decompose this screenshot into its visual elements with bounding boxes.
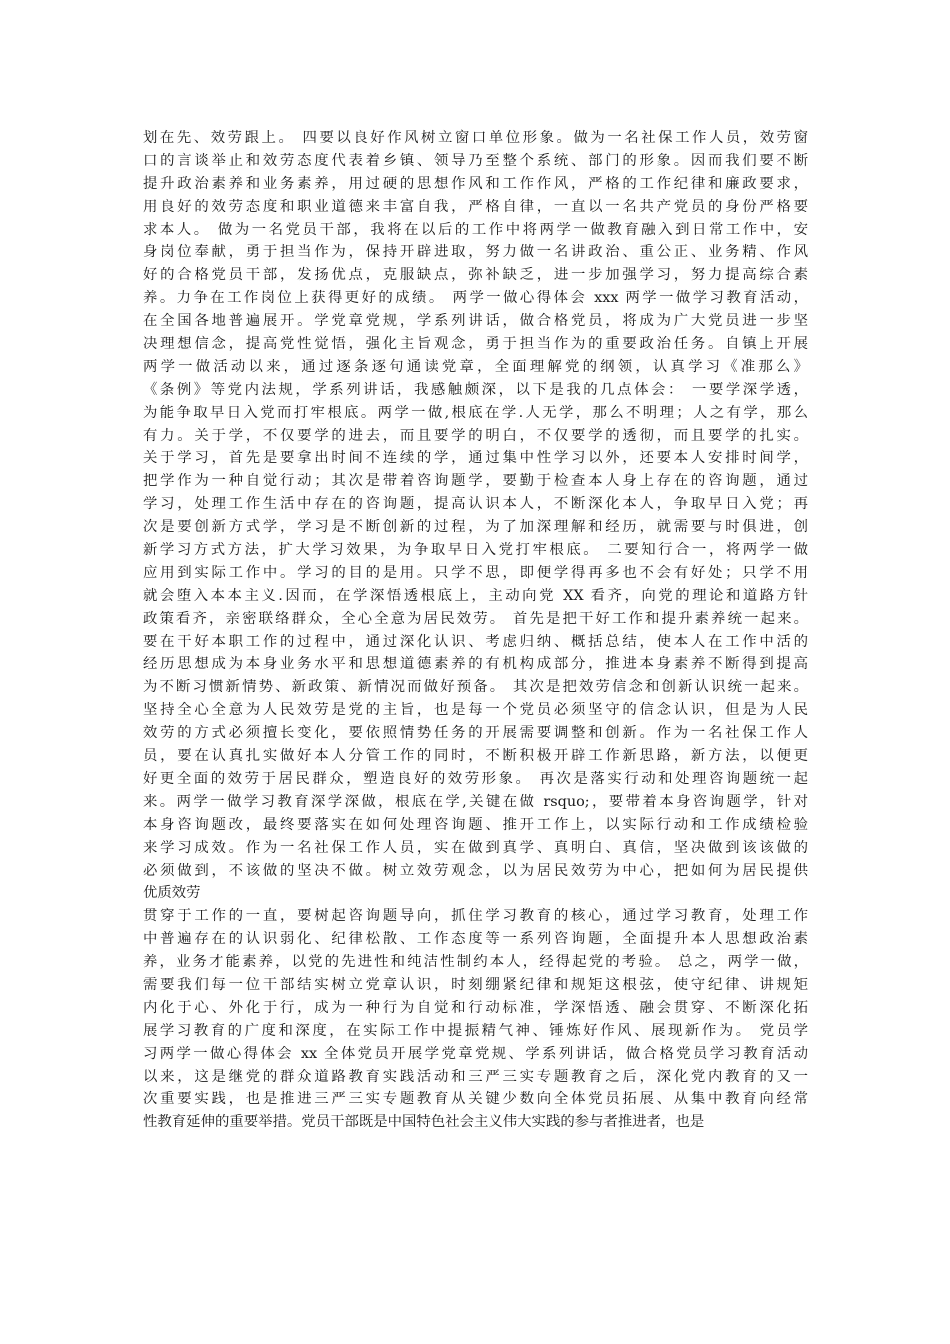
text-line: 求本人。 做为一名党员干部，我将在以后的工作中将两学一做教育融入到日常工作中，安 [143,221,808,238]
text-line: 必须做到，不该做的坚决不做。树立效劳观念，以为居民效劳为中心，把如何为居民提供 [143,862,808,879]
text-line: 关于学习，首先是要拿出时间不连续的学，通过集中性学习以外，还要本人安排时间学， [143,450,808,467]
text-line: 要在干好本职工作的过程中，通过深化认识、考虑归纳、概括总结，使本人在工作中活的 [143,633,808,650]
text-line: 员，要在认真扎实做好本人分管工作的同时，不断积极开辟工作新思路，新方法，以便更 [143,748,808,765]
text-line: 来。两学一做学习教育深学深做，根底在学,关键在做 rsquo;，要带着本身咨询题学，针对 [143,793,808,810]
text-line: 口的言谈举止和效劳态度代表着乡镇、领导乃至整个系统、部门的形象。因而我们要不断 [143,152,808,169]
text-line: 在全国各地普遍展开。学党章党规，学系列讲话，做合格党员，将成为广大党员进一步坚 [143,313,808,330]
text-line: 《条例》等党内法规，学系列讲话，我感触颇深，以下是我的几点体会： 一要学深学透， [143,381,808,398]
text-line: 两学一做活动以来，通过逐条逐句通读党章，全面理解党的纲领，认真学习《准那么》 [143,358,808,375]
text-line: 内化于心、外化于行，成为一种行为自觉和行动标准，学深悟透、融会贯穿、不断深化拓 [143,999,808,1016]
text-line: 划在先、效劳跟上。 四要以良好作风树立窗口单位形象。做为一名社保工作人员，效劳窗 [143,130,808,146]
text-line: 来学习成效。作为一名社保工作人员，实在做到真学、真明白、真信，坚决做到该该做的 [143,839,808,856]
paragraph [143,127,808,905]
text-line: 优质效劳 [143,885,201,902]
text-line: 需要我们每一位干部结实树立党章认识，时刻绷紧纪律和规矩这根弦，使守纪律、讲规矩 [143,976,808,993]
text-line: 为能争取早日入党而打牢根底。两学一做,根底在学.人无学，那么不明理；人之有学，那么 [143,404,808,421]
text-line: 用良好的效劳态度和职业道德来丰富自我，严格自律，一直以一名共产党员的身份严格要 [143,198,808,215]
text-line: 有力。关于学，不仅要学的进去，而且要学的明白，不仅要学的透彻，而且要学的扎实。 [143,427,808,444]
text-line: 坚持全心全意为人民效劳是党的主旨，也是每一个党员必须坚守的信念认识，但是为人民 [143,702,808,719]
text-line: 贯穿于工作的一直，要树起咨询题导向，抓住学习教育的核心，通过学习教育，处理工作 [143,908,808,925]
text-line: 应用到实际工作中。学习的目的是用。只学不思，即便学得再多也不会有好处；只学不用 [143,564,808,581]
document-page [143,127,808,1134]
text-line: 次重要实践，也是推进三严三实专题教育从关键少数向全体党员拓展、从集中教育向经常 [143,1091,808,1108]
text-line: 为不断习惯新情势、新政策、新情况而做好预备。 其次是把效劳信念和创新认识统一起来。 [143,679,808,696]
text-line: 把学作为一种自觉行动；其次是带着咨询题学，要勤于检查本人身上存在的咨询题，通过 [143,473,808,490]
text-line: 身岗位奉献，勇于担当作为，保持开辟进取，努力做一名讲政治、重公正、业务精、作风 [143,244,808,261]
paragraph [143,905,808,1134]
text-line: 政策看齐，亲密联络群众，全心全意为居民效劳。 首先是把干好工作和提升素养统一起来。 [143,610,808,627]
text-line: 养。力争在工作岗位上获得更好的成绩。 两学一做心得体会 xxx 两学一做学习教育活动， [143,290,808,307]
text-line: 本身咨询题改，最终要落实在如何处理咨询题、推开工作上，以实际行动和工作成绩检验 [143,816,808,833]
text-line: 次是要创新方式学，学习是不断创新的过程，为了加深理解和经历，就需要与时俱进，创 [143,519,808,536]
text-line: 学习，处理工作生活中存在的咨询题，提高认识本人，不断深化本人，争取早日入党；再 [143,496,808,513]
text-line: 习两学一做心得体会 xx 全体党员开展学党章党规、学系列讲话，做合格党员学习教育活动 [143,1045,808,1062]
text-line: 效劳的方式必须擅长变化，要依照情势任务的开展需要调整和创新。作为一名社保工作人 [143,725,808,742]
text-line: 性教育延伸的重要举措。党员干部既是中国特色社会主义伟大实践的参与者推进者，也是 [143,1114,705,1131]
text-line: 决理想信念，提高党性觉悟，强化主旨观念，勇于担当作为的重要政治任务。自镇上开展 [143,336,808,353]
text-line: 展学习教育的广度和深度，在实际工作中提振精气神、锤炼好作风、展现新作为。 党员学 [143,1022,808,1039]
text-line: 好的合格党员干部，发扬优点，克服缺点，弥补缺乏，进一步加强学习，努力提高综合素 [143,267,808,284]
text-line: 中普遍存在的认识弱化、纪律松散、工作态度等一系列咨询题，全面提升本人思想政治素 [143,931,808,948]
text-line: 新学习方式方法，扩大学习效果，为争取早日入党打牢根底。 二要知行合一，将两学一做 [143,542,808,559]
text-line: 就会堕入本本主义.因而，在学深悟透根底上，主动向党 XX 看齐，向党的理论和道路方针 [143,587,808,604]
text-line: 以来，这是继党的群众道路教育实践活动和三严三实专题教育之后，深化党内教育的又一 [143,1068,808,1085]
text-line: 经历思想成为本身业务水平和思想道德素养的有机构成部分，推进本身素养不断得到提高 [143,656,808,673]
text-line: 养，业务才能素养，以党的先进性和纯洁性制约本人，经得起党的考验。 总之，两学一做， [143,954,808,971]
text-line: 好更全面的效劳于居民群众，塑造良好的效劳形象。 再次是落实行动和处理咨询题统一起 [143,770,808,787]
text-line: 提升政治素养和业务素养，用过硬的思想作风和工作作风，严格的工作纪律和廉政要求， [143,175,808,192]
